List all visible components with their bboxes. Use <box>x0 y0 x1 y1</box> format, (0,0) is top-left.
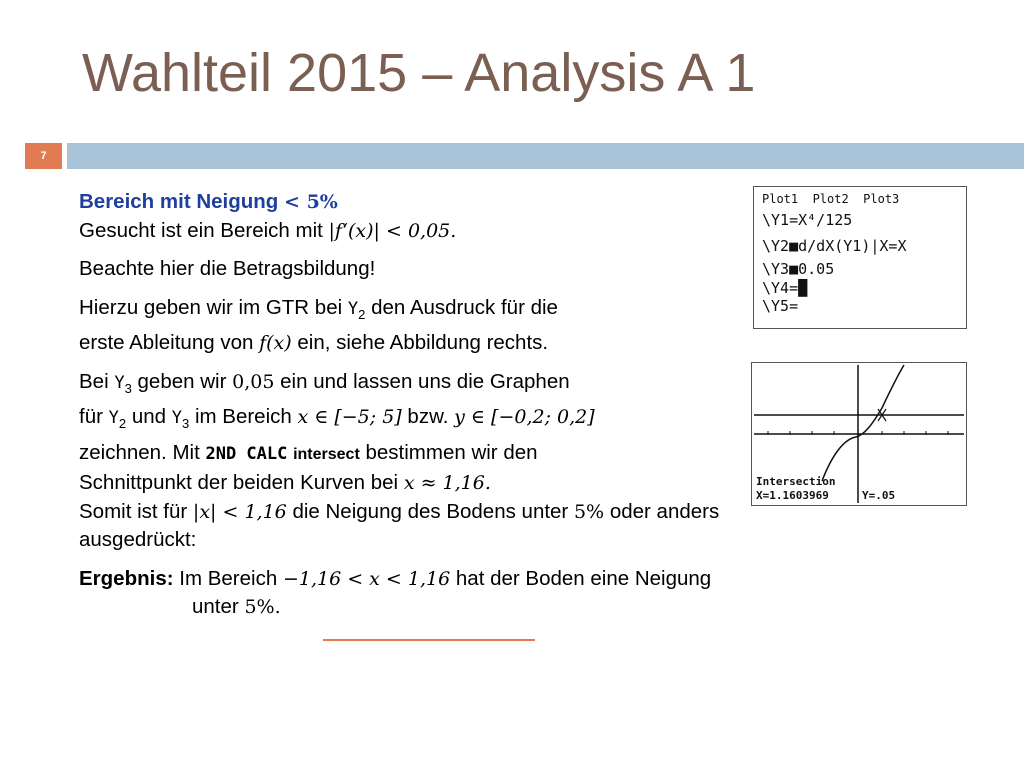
text-run: und <box>131 405 167 429</box>
y2-graph-curve <box>822 365 904 481</box>
text-run: die Neigung des Bodens unter <box>292 499 569 523</box>
text-run: Gesucht ist ein Bereich mit <box>79 218 323 242</box>
text-run: im Bereich <box>194 405 292 429</box>
text-run: geben wir <box>137 369 227 393</box>
calc-var: Y <box>108 408 119 429</box>
page-number: 7 <box>25 143 62 169</box>
heading-text: Bereich mit Neigung <box>79 190 279 213</box>
intersection-label: Intersection <box>756 475 836 488</box>
x-readout: X=1.1603969 <box>756 489 829 502</box>
text-run: Bei <box>79 369 109 393</box>
text-run: zeichnen. Mit <box>79 440 200 464</box>
text-run: ein, siehe Abbildung rechts. <box>297 331 549 355</box>
subscript: 2 <box>358 306 366 322</box>
math-run: y ∈ [−0,2; 0,2] <box>454 406 595 429</box>
text-run: Somit ist für <box>79 499 188 523</box>
math-run: |x| < 1,16 <box>192 500 287 523</box>
math-run: 5%. <box>244 596 281 619</box>
paragraph-line <box>79 329 899 358</box>
calc-var: Y <box>114 372 125 393</box>
plot-header: Plot1 Plot2 Plot3 <box>762 192 900 206</box>
calc-command: intersect <box>293 445 360 463</box>
text-run: ein und lassen uns die Graphen <box>280 369 570 393</box>
subscript: 2 <box>118 416 127 432</box>
text-run: Beachte hier die Betragsbildung! <box>79 257 376 280</box>
text-run: Hierzu geben wir im GTR bei <box>79 295 343 319</box>
text-run: ausgedrückt: <box>79 528 197 552</box>
math-run: x ≈ 1,16. <box>403 472 491 495</box>
text-run: bzw. <box>407 405 449 429</box>
calc-keys: 2ND CALC <box>205 443 288 464</box>
text-run: hat der Boden eine Neigung <box>455 566 712 590</box>
math-run: |f‘(x)| < 0,05. <box>328 219 457 242</box>
calculator-editor-image <box>753 186 967 329</box>
text-run: für <box>79 405 103 429</box>
math-run: 0,05 <box>232 370 275 393</box>
math-run: f(x) <box>259 332 292 355</box>
heading-math: < 5% <box>284 191 338 213</box>
text-run: bestimmen wir den <box>365 440 538 464</box>
result-line <box>79 565 899 594</box>
y3-entry: \Y3■0.05 <box>762 260 835 278</box>
result-underline <box>323 639 535 641</box>
text-run: erste Ableitung von <box>79 331 254 355</box>
slide-title: Wahlteil 2015 – Analysis A 1 <box>82 43 756 103</box>
text-run: Schnittpunkt der beiden Kurven bei <box>79 471 399 495</box>
text-run: oder anders <box>609 499 720 523</box>
y2-entry: \Y2■d/dX(Y1)|X=X <box>762 237 907 255</box>
calc-var: Y <box>171 408 182 429</box>
result-label: Ergebnis: <box>79 566 174 590</box>
text-run: unter <box>192 595 239 619</box>
math-run: −1,16 < x < 1,16 <box>282 567 451 590</box>
y1-entry: \Y1=X⁴/125 <box>762 211 853 229</box>
result-line <box>79 593 899 622</box>
calc-var: Y <box>347 298 359 319</box>
y-readout: Y=.05 <box>862 489 896 502</box>
math-run: x ∈ [−5; 5] <box>297 406 402 429</box>
text-run: den Ausdruck für die <box>371 295 558 319</box>
y4-entry: \Y4=█ <box>762 279 808 297</box>
calculator-graph-image <box>751 362 967 506</box>
header-bar <box>67 143 1024 169</box>
paragraph-line <box>79 526 899 555</box>
y5-entry: \Y5= <box>762 297 799 315</box>
subscript: 3 <box>124 380 132 396</box>
math-run: 5% <box>573 500 605 523</box>
subscript: 3 <box>182 416 190 432</box>
text-run: Im Bereich <box>179 566 278 590</box>
